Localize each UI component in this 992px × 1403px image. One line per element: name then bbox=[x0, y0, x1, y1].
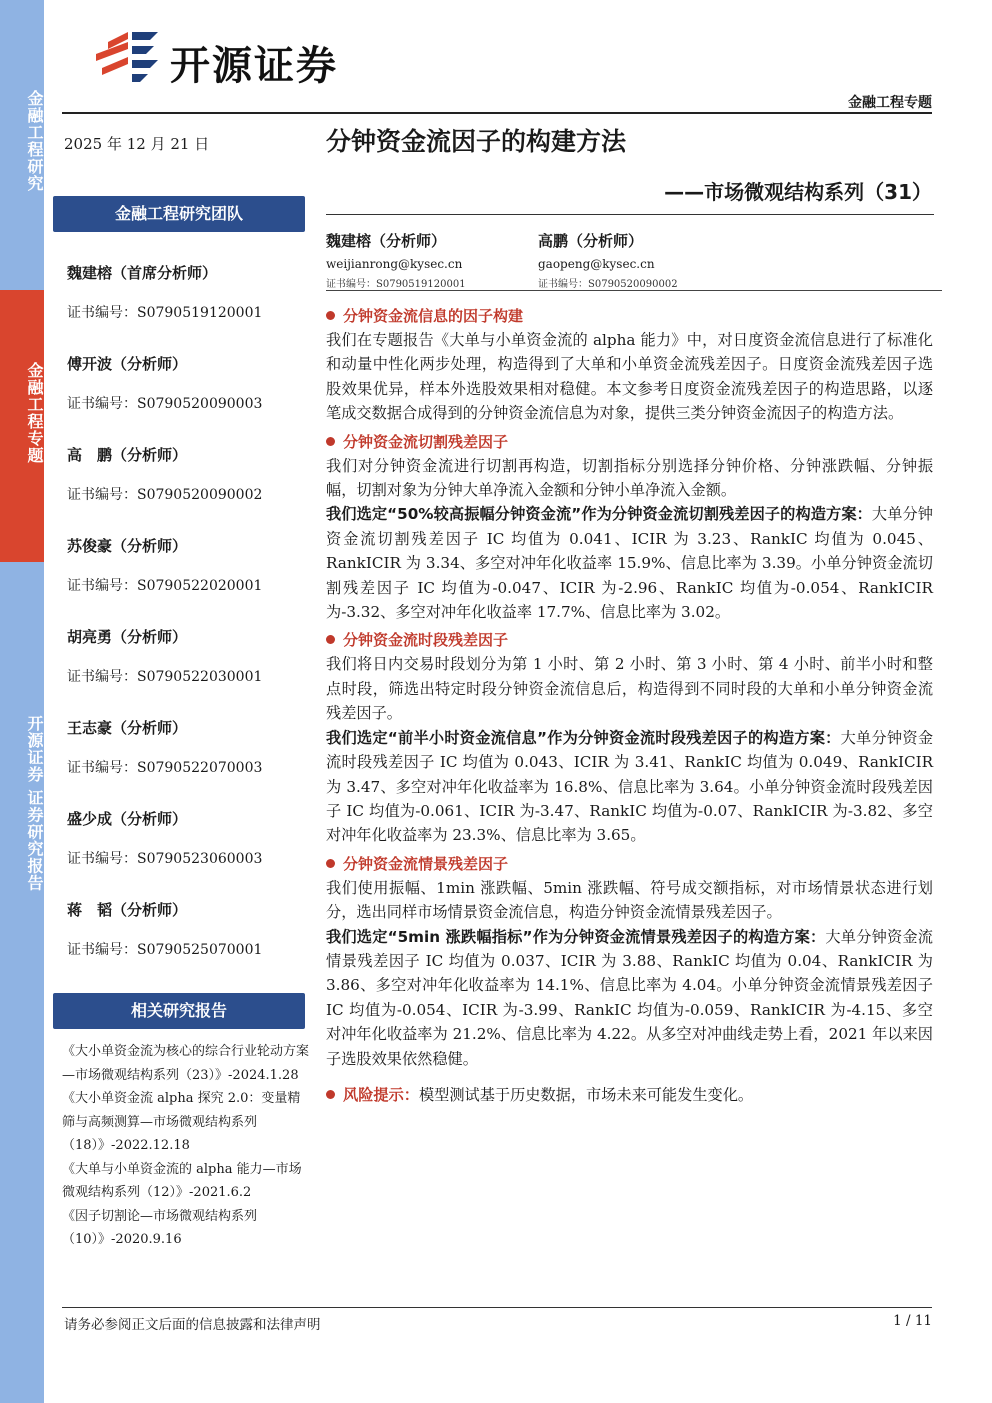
team-member-cert: 证书编号：S0790522070003 bbox=[67, 760, 263, 776]
report-date: 2025 年 12 月 21 日 bbox=[64, 135, 210, 153]
team-member-cert: 证书编号：S0790520090003 bbox=[67, 396, 263, 412]
company-name: 开源证券 bbox=[170, 43, 338, 89]
related-report-item[interactable]: 《因子切割论—市场微观结构系列（10）》-2020.9.16 bbox=[62, 1208, 258, 1247]
section-heading: 分钟资金流情景残差因子 bbox=[326, 852, 933, 876]
side-strip-bottom-label: 开源证券 证券研究报告 bbox=[25, 714, 44, 892]
section-paragraph: 我们选定“前半小时资金流信息”作为分钟资金流时段残差因子的构造方案：大单分钟资金流时段残差因子 IC 均值为 0.043、ICIR 为 3.41、RankIC 均值为 0.049、RankICIR 为 3.47、多空对冲年化收益率为 16.8%、信息比率为 3.64。小单分钟资金流时段残差因子 IC 均值为-0.061、ICIR 为-3.47、RankIC 均值为-0.07、RankICIR 为-3.82、多空对冲年化收益率为 23.3%、信息比率为 3.65。 bbox=[326, 728, 934, 845]
related-header: 相关研究报告 bbox=[53, 993, 305, 1029]
team-member-cert: 证书编号：S0790522030001 bbox=[67, 669, 263, 685]
author-cert: 证书编号：S0790520090002 bbox=[538, 279, 678, 290]
section-paragraph: 我们将日内交易时段划分为第 1 小时、第 2 小时、第 3 小时、第 4 小时、前半小时和整点时段，筛选出特定时段分钟资金流信息后，构造得到不同时段的大单和小单分钟资金流残差因子。 bbox=[326, 655, 933, 723]
team-member-name: 蒋 韬（分析师） bbox=[67, 901, 188, 919]
bullet-icon bbox=[326, 635, 335, 644]
author-email[interactable]: gaopeng@kysec.cn bbox=[538, 257, 655, 271]
section-paragraph: 我们选定“5min 涨跌幅指标”作为分钟资金流情景残差因子的构造方案：大单分钟资金流情景残差因子 IC 均值为 0.037、ICIR 为 3.88、RankIC 均值为 0.04、RankICIR 为 3.86、多空对冲年化收益率为 14.1%、信息比率为 4.04。小单分钟资金流情景残差因子 IC 均值为-0.054、ICIR 为-3.99、RankIC 均值为-0.059、RankICIR 为-4.15、多空对冲年化收益率为 21.2%、信息比率为 4.22。从多空对冲曲线走势上看，2021 年以来因子选股效果依然稳健。 bbox=[326, 927, 933, 1068]
section-heading: 分钟资金流信息的因子构建 bbox=[326, 304, 933, 328]
summary-body bbox=[326, 304, 933, 1107]
risk-text: 模型测试基于历史数据，市场未来可能发生变化。 bbox=[418, 1085, 754, 1104]
team-member-name: 傅开波（分析师） bbox=[67, 355, 188, 373]
related-reports-list bbox=[62, 1040, 310, 1252]
author-divider bbox=[326, 290, 942, 291]
header-divider bbox=[62, 112, 932, 114]
report-type-label: 金融工程专题 bbox=[848, 95, 932, 111]
report-title: 分钟资金流因子的构建方法 bbox=[326, 127, 627, 156]
author-cert: 证书编号：S0790519120001 bbox=[326, 279, 466, 290]
team-member-cert: 证书编号：S0790523060003 bbox=[67, 851, 263, 867]
page-number: 1 / 11 bbox=[893, 1313, 932, 1329]
section-paragraph: 我们使用振幅、1min 涨跌幅、5min 涨跌幅、符号成交额指标，对市场情景状态进行划分，选出同样市场情景资金流信息，构造分钟资金流情景残差因子。 bbox=[326, 878, 933, 922]
team-member-cert: 证书编号：S0790522020001 bbox=[67, 578, 263, 594]
team-member-name: 苏俊豪（分析师） bbox=[67, 537, 188, 555]
bullet-icon bbox=[326, 311, 335, 320]
author-block-1 bbox=[326, 230, 466, 290]
company-logo-icon bbox=[88, 28, 164, 88]
related-report-item[interactable]: 《大小单资金流 alpha 探究 2.0：变量精筛与高频测算—市场微观结构系列（18）》-2022.12.18 bbox=[62, 1091, 301, 1153]
section-paragraph: 我们对分钟资金流进行切割再构造，切割指标分别选择分钟价格、分钟涨跌幅、分钟振幅，切割对象为分钟大单净流入金额和分钟小单净流入金额。 bbox=[326, 456, 933, 500]
risk-notice bbox=[326, 1083, 933, 1107]
section-heading: 分钟资金流切割残差因子 bbox=[326, 430, 933, 454]
team-header: 金融工程研究团队 bbox=[53, 196, 305, 232]
team-member-name: 王志豪（分析师） bbox=[67, 719, 188, 737]
related-report-item[interactable]: 《大小单资金流为核心的综合行业轮动方案—市场微观结构系列（23）》-2024.1.28 bbox=[62, 1044, 310, 1083]
report-subtitle: ——市场微观结构系列（31） bbox=[664, 180, 932, 204]
author-email[interactable]: weijianrong@kysec.cn bbox=[326, 257, 463, 271]
risk-label: 风险提示： bbox=[343, 1085, 419, 1104]
footer-divider bbox=[62, 1307, 932, 1308]
side-strip bbox=[0, 0, 44, 1403]
bullet-icon bbox=[326, 437, 335, 446]
title-divider bbox=[326, 214, 934, 215]
team-member-name: 魏建榕（首席分析师） bbox=[67, 264, 218, 282]
team-member-cert: 证书编号：S0790519120001 bbox=[67, 305, 263, 321]
team-member-name: 胡亮勇（分析师） bbox=[67, 628, 188, 646]
bullet-icon bbox=[326, 1090, 335, 1099]
side-strip-top-label: 金融工程研究 bbox=[25, 90, 44, 192]
team-member-cert: 证书编号：S0790520090002 bbox=[67, 487, 263, 503]
author-name: 高鹏（分析师） bbox=[538, 232, 644, 250]
bullet-icon bbox=[326, 859, 335, 868]
section-paragraph: 我们在专题报告《大单与小单资金流的 alpha 能力》中，对日度资金流信息进行了标准化和动量中性化两步处理，构造得到了大单和小单资金流残差因子。日度资金流残差因子选股效果优异，样本外选股效果相对稳健。本文参考日度资金流残差因子的构造思路，以逐笔成交数据合成得到的分钟资金流信息为对象，提供三类分钟资金流因子的构造方法。 bbox=[326, 331, 933, 423]
author-name: 魏建榕（分析师） bbox=[326, 232, 447, 250]
team-member-name: 高 鹏（分析师） bbox=[67, 446, 188, 464]
side-strip-mid-label: 金融工程专题 bbox=[25, 362, 44, 464]
section-heading: 分钟资金流时段残差因子 bbox=[326, 628, 933, 652]
team-member-name: 盛少成（分析师） bbox=[67, 810, 188, 828]
footer-disclaimer: 请务必参阅正文后面的信息披露和法律声明 bbox=[64, 1317, 321, 1333]
related-report-item[interactable]: 《大单与小单资金流的 alpha 能力—市场微观结构系列（12）》-2021.6.2 bbox=[62, 1161, 302, 1200]
section-paragraph: 我们选定“50%较高振幅分钟资金流”作为分钟资金流切割残差因子的构造方案：大单分钟资金流切割残差因子 IC 均值为 0.041、ICIR 为 3.23、RankIC 均值为 0.045、RankICIR 为 3.34、多空对冲年化收益率 15.9%、信息比率为 3.39。小单分钟资金流切割残差因子 IC 均值为-0.047、ICIR 为-2.96、RankIC 均值为-0.054、RankICIR 为-3.32、多空对冲年化收益率 17.7%、信息比率为 3.02。 bbox=[326, 505, 933, 622]
team-member-cert: 证书编号：S0790525070001 bbox=[67, 942, 263, 958]
author-block-2 bbox=[538, 230, 678, 290]
